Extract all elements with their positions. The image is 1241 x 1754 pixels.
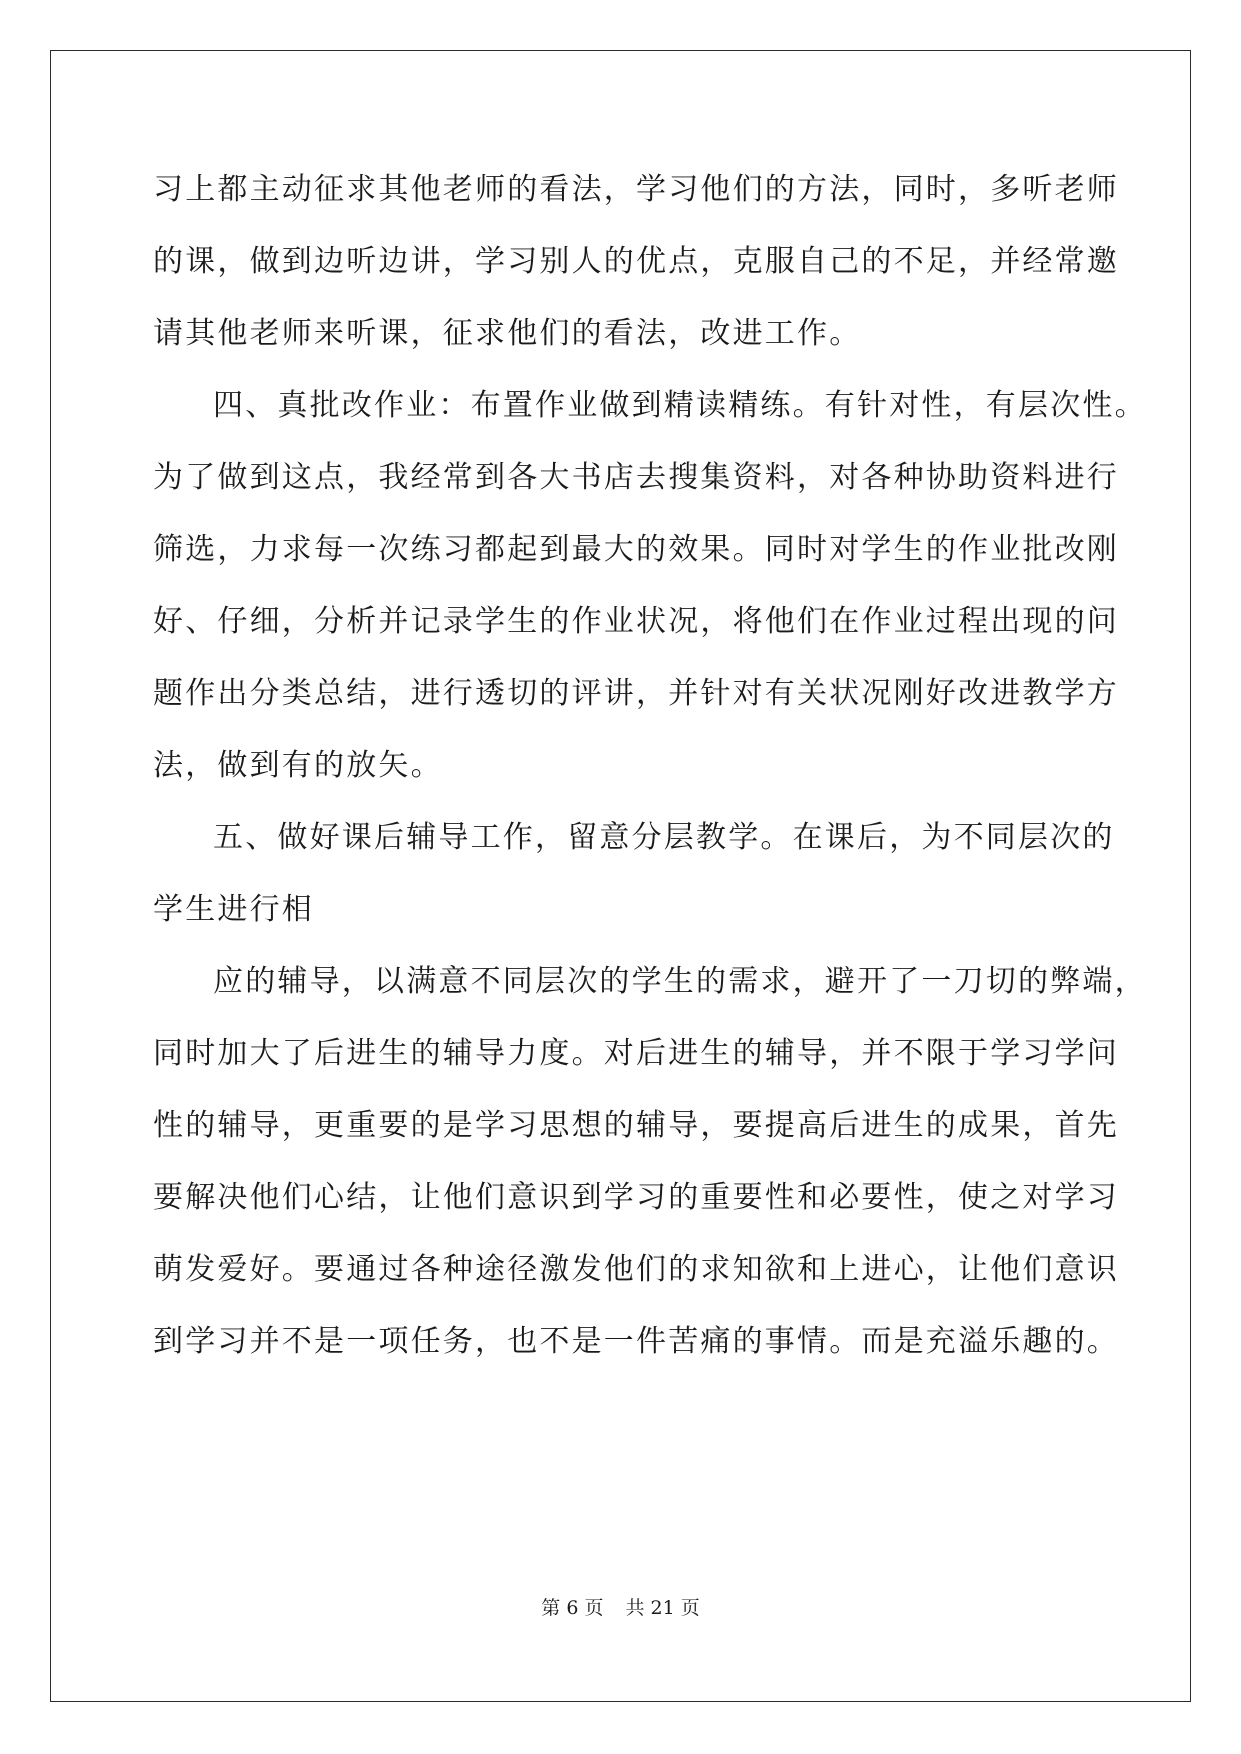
text-line: 同时加大了后进生的辅导力度。对后进生的辅导，并不限于学习学问 bbox=[153, 1036, 1119, 1071]
text-line: 法，做到有的放矢。 bbox=[153, 748, 443, 783]
text-line: 要解决他们心结，让他们意识到学习的重要性和必要性，使之对学习 bbox=[153, 1180, 1119, 1215]
text-line: 习上都主动征求其他老师的看法，学习他们的方法，同时，多听老师 bbox=[153, 172, 1119, 207]
text-line: 好、仔细，分析并记录学生的作业状况，将他们在作业过程出现的问 bbox=[153, 604, 1119, 639]
page-border bbox=[50, 50, 1191, 1702]
page-total: 共 21 页 bbox=[625, 1597, 700, 1619]
text-line: 的课，做到边听边讲，学习别人的优点，克服自己的不足，并经常邀 bbox=[153, 244, 1119, 279]
text-line: 筛选，力求每一次练习都起到最大的效果。同时对学生的作业批改刚 bbox=[153, 532, 1119, 567]
text-line: 到学习并不是一项任务，也不是一件苦痛的事情。而是充溢乐趣的。 bbox=[153, 1324, 1119, 1359]
text-line: 为了做到这点，我经常到各大书店去搜集资料，对各种协助资料进行 bbox=[153, 460, 1119, 495]
page-footer bbox=[0, 1596, 1241, 1620]
text-line: 请其他老师来听课，征求他们的看法，改进工作。 bbox=[153, 316, 862, 351]
text-line: 题作出分类总结，进行透切的评讲，并针对有关状况刚好改进教学方 bbox=[153, 676, 1119, 711]
text-line: 学生进行相 bbox=[153, 892, 314, 927]
page-number: 第 6 页 bbox=[541, 1597, 604, 1619]
paragraph-heading-five: 五、做好课后辅导工作，留意分层教学。在课后，为不同层次的 bbox=[213, 820, 1115, 855]
paragraph-heading-four: 四、真批改作业：布置作业做到精读精练。有针对性，有层次性。 bbox=[213, 388, 1147, 423]
paragraph-start: 应的辅导，以满意不同层次的学生的需求，避开了一刀切的弊端， bbox=[213, 964, 1147, 999]
text-line: 萌发爱好。要通过各种途径激发他们的求知欲和上进心，让他们意识 bbox=[153, 1252, 1119, 1287]
text-line: 性的辅导，更重要的是学习思想的辅导，要提高后进生的成果，首先 bbox=[153, 1108, 1119, 1143]
